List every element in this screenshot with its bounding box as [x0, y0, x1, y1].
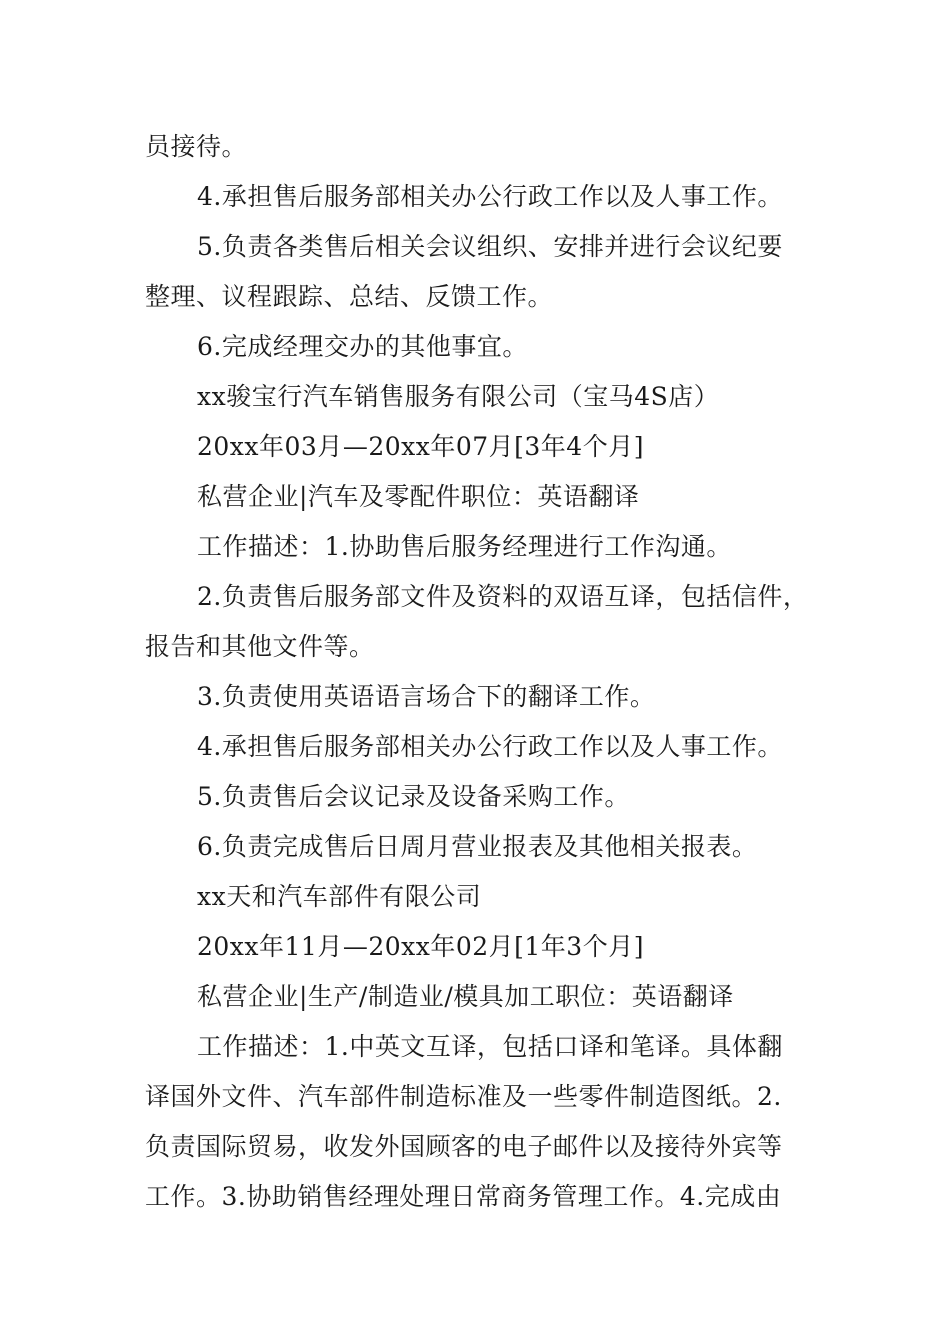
document-body: [145, 122, 825, 1222]
employment-period: 20xx年11月—20xx年02月[1年3个月]: [197, 932, 644, 961]
paragraph-line: 员接待。: [145, 132, 248, 161]
paragraph-line: 4.承担售后服务部相关办公行政工作以及人事工作。: [197, 182, 783, 211]
paragraph-line: 报告和其他文件等。: [145, 632, 375, 661]
paragraph-line: 6.负责完成售后日周月营业报表及其他相关报表。: [197, 832, 758, 861]
paragraph-line: 4.承担售后服务部相关办公行政工作以及人事工作。: [197, 732, 783, 761]
paragraph-line: 2.负责售后服务部文件及资料的双语互译，包括信件，: [197, 582, 809, 611]
company-type-position: 私营企业|汽车及零配件职位：英语翻译: [197, 482, 640, 511]
paragraph-line: 译国外文件、汽车部件制造标准及一些零件制造图纸。2.: [145, 1082, 782, 1111]
job-description: 工作描述：1.协助售后服务经理进行工作沟通。: [197, 532, 732, 561]
job-description: 工作描述：1.中英文互译，包括口译和笔译。具体翻: [197, 1032, 783, 1061]
paragraph-line: 5.负责售后会议记录及设备采购工作。: [197, 782, 630, 811]
employment-period: 20xx年03月—20xx年07月[3年4个月]: [197, 432, 644, 461]
paragraph-line: 6.完成经理交办的其他事宜。: [197, 332, 528, 361]
paragraph-line: 负责国际贸易，收发外国顾客的电子邮件以及接待外宾等: [145, 1132, 783, 1161]
paragraph-line: 5.负责各类售后相关会议组织、安排并进行会议纪要: [197, 232, 783, 261]
company-name: xx天和汽车部件有限公司: [197, 882, 482, 911]
paragraph-line: 工作。3.协助销售经理处理日常商务管理工作。4.完成由: [145, 1182, 782, 1211]
paragraph-line: 3.负责使用英语语言场合下的翻译工作。: [197, 682, 656, 711]
paragraph-line: 整理、议程跟踪、总结、反馈工作。: [145, 282, 554, 311]
company-name: xx骏宝行汽车销售服务有限公司（宝马4S店）: [197, 382, 720, 411]
company-type-position: 私营企业|生产/制造业/模具加工职位：英语翻译: [197, 982, 734, 1011]
